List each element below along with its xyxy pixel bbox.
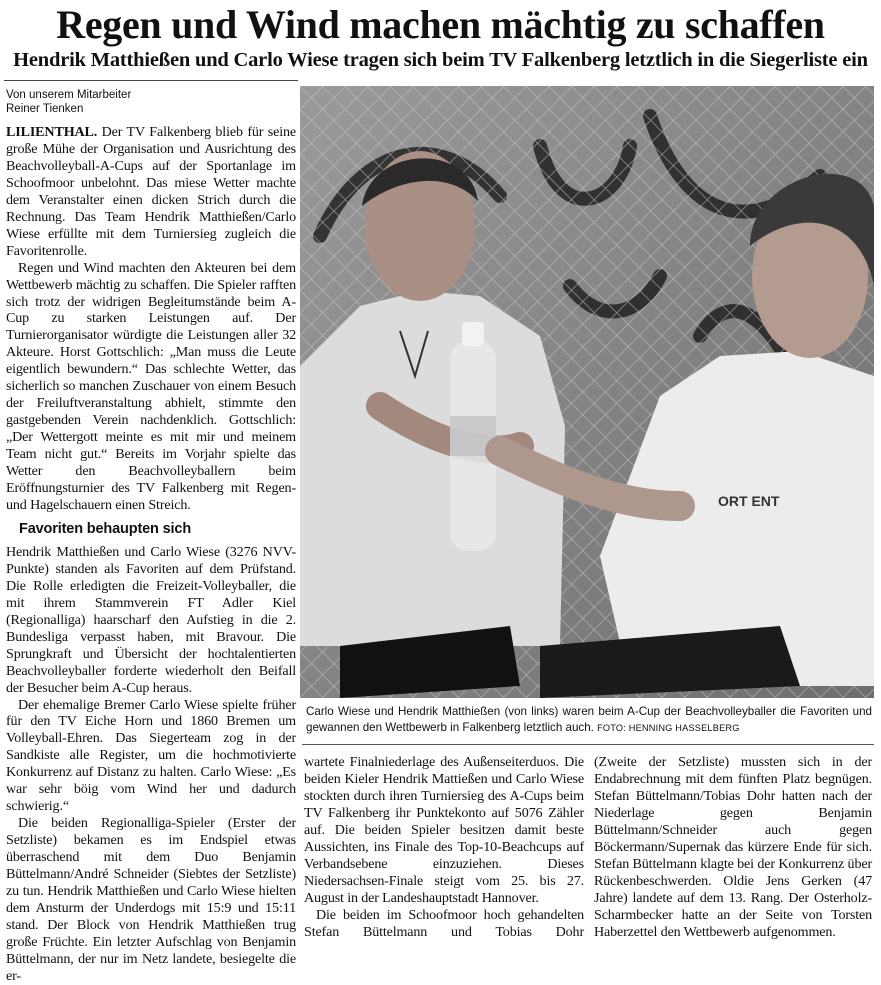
paragraph: Regen und Wind machten den Akteuren bei dem Wettbewerb mächtig zu schaffen. Die Spieler rafften sich trotz der widrigen Begleitumstände beim A-Cup zu starken Leistungen auf. Der Turnierorganisator würdigte die Leistungen aller 32 Akteure. Horst Gottschlich: „Man muss die Leute eigentlich bewundern.“ Das schlechte Wetter, das sicherlich so manchen Zuschauer von einem Besuch der Freiluftveranstaltung abhielt, stimmte den gastgebenden Verein nachdenklich. Gottschlich: „Der Wettergott meinte es mit mir und meinem Team nicht gut.“ Bereits im Vorjahr spielte das Wetter den Beachvolleyballern beim Eröffnungsturnier des TV Falkenberg mit Regen- und Hagelschauern einen Streich.	[6, 259, 296, 513]
shirt-logo-text: ORT ENT	[718, 493, 780, 509]
photo-credit: FOTO: HENNING HASSELBERG	[597, 723, 740, 733]
paragraph: Die beiden im Schoofmoor hoch gehandelten Stefan Büttelmann und Tobias Dohr	[304, 906, 584, 940]
paragraph: Der ehemalige Bremer Carlo Wiese spielte früher für den TV Eiche Horn und 1860 Bremen um Volleyball-Ehren. Das Siegerteam zog in der Sandkiste alle Register, um die hochmotivierte Konkurrenz auf Distanz zu halten. Carlo Wiese: „Es war sehr böig vom Wind her und dadurch schwierig.“	[6, 696, 296, 815]
article-photo	[300, 86, 874, 698]
paragraph: Hendrik Matthießen und Carlo Wiese (3276 NVV-Punkte) standen als Favoriten auf dem Prüfstand. Die Rolle erledigten die Freizeit-Volleyballer, die mit ihrem Stammverein FT Adler Kiel (Regionalliga) haarscharf den Aufstieg in die 2. Bundesliga verpasst haben, mit Bravour. Die Sprungkraft und Übersicht der hochtalentierten Beachvolleyballer forderte wiederholt den Beifall der Besucher beim A-Cup heraus.	[6, 543, 296, 696]
article-column-1	[6, 124, 296, 985]
caption-rule	[302, 744, 874, 745]
dateline: LILIENTHAL.	[6, 124, 98, 140]
caption-text: Carlo Wiese und Hendrik Matthießen (von links) waren beim A-Cup der Beachvolleyballer die Favoriten und gewannen den Wettbewerb in Falkenberg letztlich auch.	[306, 705, 872, 734]
paragraph: Die beiden Regionalliga-Spieler (Erster der Setzliste) bekamen es im Endspiel etwas überraschend mit dem Duo Benjamin Büttelmann/André Schneider (Siebtes der Setzliste) zu tun. Hendrik Matthießen und Carlo Wiese hielten dem Ansturm der Underdogs mit 15:9 und 15:11 stand. Der Block von Hendrik Matthießen trug große Früchte. Ein letzter Aufschlag von Benjamin Büttelmann, der nur im Netz landete, besiegelte die er-	[6, 815, 296, 984]
paragraph	[6, 124, 296, 260]
photo-players-drinking	[300, 86, 874, 698]
article-column-3	[594, 754, 872, 940]
article-column-2	[304, 754, 584, 940]
byline-author: Reiner Tienken	[6, 103, 84, 115]
photo-caption	[306, 704, 872, 736]
byline-rule	[4, 80, 298, 81]
byline-role: Von unserem Mitarbeiter	[6, 89, 132, 101]
subheadline: Hendrik Matthießen und Carlo Wiese tragen sich beim TV Falkenberg letztlich in die Siegerliste ein	[13, 49, 868, 71]
byline	[6, 88, 296, 116]
paragraph: wartete Finalniederlage des Außenseiterduos. Die beiden Kieler Hendrik Mattießen und Carlo Wiese stockten durch ihren Turniersieg des A-Cups beim TV Falkenberg ihr Punktekonto auf 5076 Zähler auf. Die beiden Spieler besitzen damit beste Aussichten, ins Finale des Top-10-Beachcups auf Verbandsebene einzuziehen. Dieses Niedersachsen-Finale steigt vom 25. bis 27. August in der Landeshauptstadt Hannover.	[304, 754, 584, 906]
subheading: Favoriten behaupten sich	[19, 520, 192, 537]
headline: Regen und Wind machen mächtig zu schaffen	[56, 2, 825, 47]
water-bottle	[450, 322, 496, 551]
paragraph-text: Der TV Falkenberg blieb für seine große Mühe der Organisation und Ausrichtung des Beachvolleyball-A-Cups auf der Sportanlage im Schoofmoor unbelohnt. Das miese Wetter machte dem Veranstalter einen dicken Strich durch die Rechnung. Das Team Hendrik Matthießen/Carlo Wiese erfüllte mit dem Turniersieg zugleich die Favoritenrolle.	[6, 124, 296, 259]
paragraph: (Zweite der Setzliste) mussten sich in der Endabrechnung mit dem fünften Platz begnügen. Stefan Büttelmann/Tobias Dohr hatten nach der Niederlage gegen Benjamin Büttelmann/Schneider auch gegen Böckermann/Supernak das kürzere Ende für sich. Stefan Büttelmann klagte bei der Konkurrenz über Rückenbeschwerden. Oldie Jens Gerken (47 Jahre) landete auf dem 13. Rang. Der Osterholz-Scharmbecker hatte an der Seite von Torsten Haberzettel den Wettbewerb aufgenommen.	[594, 754, 872, 940]
